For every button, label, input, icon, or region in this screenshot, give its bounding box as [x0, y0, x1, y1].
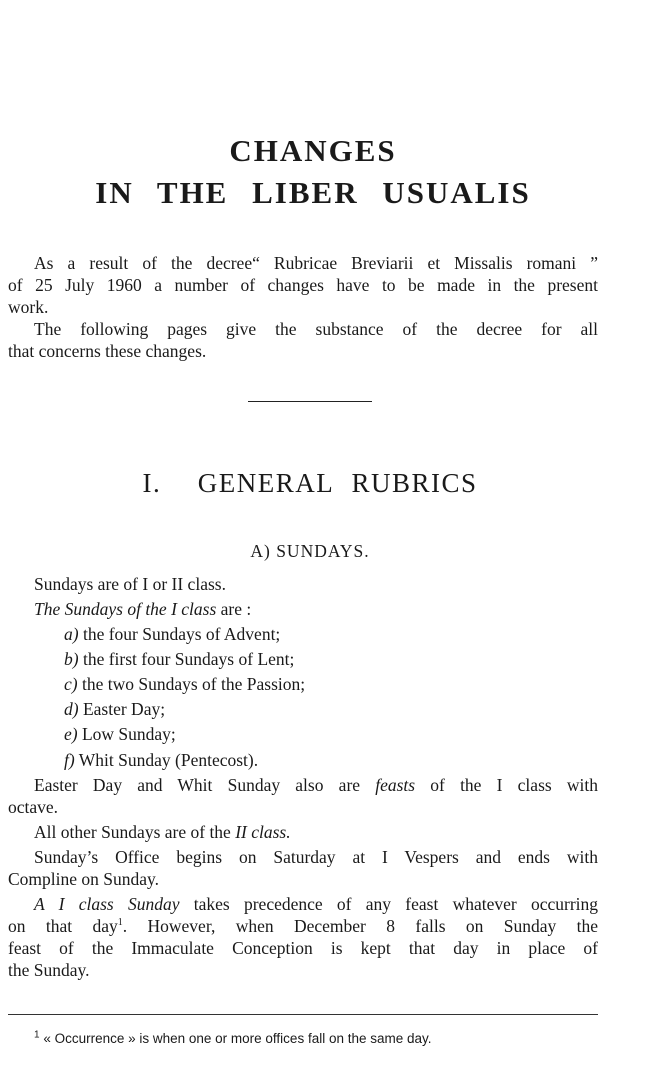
first-class-intro-rest: are : — [216, 599, 252, 619]
first-class-intro-italic: The Sundays of the I class — [34, 599, 217, 619]
list-marker: e) — [64, 724, 78, 744]
classes-sentence: Sundays are of I or II class. — [34, 574, 226, 594]
list-item — [64, 724, 176, 746]
footnote-text: « Occurrence » is when one or more offices fall on the same day. — [39, 1031, 432, 1046]
footnote — [34, 1030, 432, 1048]
list-text: the first four Sundays of Lent; — [82, 649, 295, 669]
section-heading: I. GENERAL RUBRICS — [142, 468, 478, 498]
precedence-text-b: . However, when December 8 falls on Sunday the — [122, 916, 599, 936]
list-marker: d) — [64, 699, 79, 719]
title-line-1: CHANGES — [229, 133, 397, 168]
other-text-italic: II class. — [235, 822, 291, 842]
intro-p2-line-2: that concerns these changes. — [8, 341, 207, 361]
list-marker: a) — [64, 624, 79, 644]
section-divider — [248, 401, 372, 402]
list-item — [64, 624, 280, 646]
precedence-line-4: the Sunday. — [8, 960, 90, 980]
precedence-text-a: on that day — [8, 916, 118, 936]
intro-p2-line-1: The following pages give the substance of the decree for all — [34, 319, 598, 339]
list-marker: b) — [64, 649, 79, 669]
precedence-line-3: feast of the Immaculate Conception is kept that day in place of — [8, 938, 598, 958]
easter-text-b: of the I class with — [415, 775, 598, 795]
footnote-number: 1 — [34, 1029, 40, 1041]
list-text: Whit Sunday (Pentecost). — [78, 750, 259, 770]
intro-p1-line-1: As a result of the decree“ Rubricae Breviarii et Missalis romani ” — [34, 253, 598, 273]
list-item — [64, 674, 305, 696]
list-text: Low Sunday; — [81, 724, 176, 744]
list-marker: f) — [64, 750, 75, 770]
other-text: All other Sundays are of the — [34, 822, 236, 842]
precedence-line-2 — [8, 916, 598, 938]
first-class-intro — [34, 599, 251, 621]
precedence-italic: A I class Sunday — [34, 894, 180, 914]
easter-text-a: Easter Day and Whit Sunday also are — [34, 775, 376, 795]
footnote-reference: 1 — [117, 917, 123, 929]
office-line-1: Sunday’s Office begins on Saturday at I Vespers and ends with — [34, 847, 598, 867]
intro-p1-line-3: work. — [8, 297, 49, 317]
footnote-divider — [8, 1014, 598, 1015]
intro-p1-line-2: of 25 July 1960 a number of changes have to be made in the present — [8, 275, 598, 295]
list-item — [64, 699, 165, 721]
office-line-2: Compline on Sunday. — [8, 869, 160, 889]
easter-line-2: octave. — [8, 797, 59, 817]
sub-heading: A) SUNDAYS. — [250, 541, 370, 561]
list-text: the two Sundays of the Passion; — [81, 674, 306, 694]
list-text: Easter Day; — [82, 699, 166, 719]
precedence-text: takes precedence of any feast whatever occurring — [179, 894, 599, 914]
easter-text-italic: feasts — [375, 775, 416, 795]
easter-line-1 — [34, 775, 598, 797]
list-text: the four Sundays of Advent; — [82, 624, 281, 644]
other-sundays — [34, 822, 291, 844]
precedence-line-1 — [34, 894, 598, 916]
list-marker: c) — [64, 674, 78, 694]
list-item — [64, 750, 258, 772]
list-item — [64, 649, 294, 671]
title-line-2: IN THE LIBER USUALIS — [95, 175, 531, 210]
